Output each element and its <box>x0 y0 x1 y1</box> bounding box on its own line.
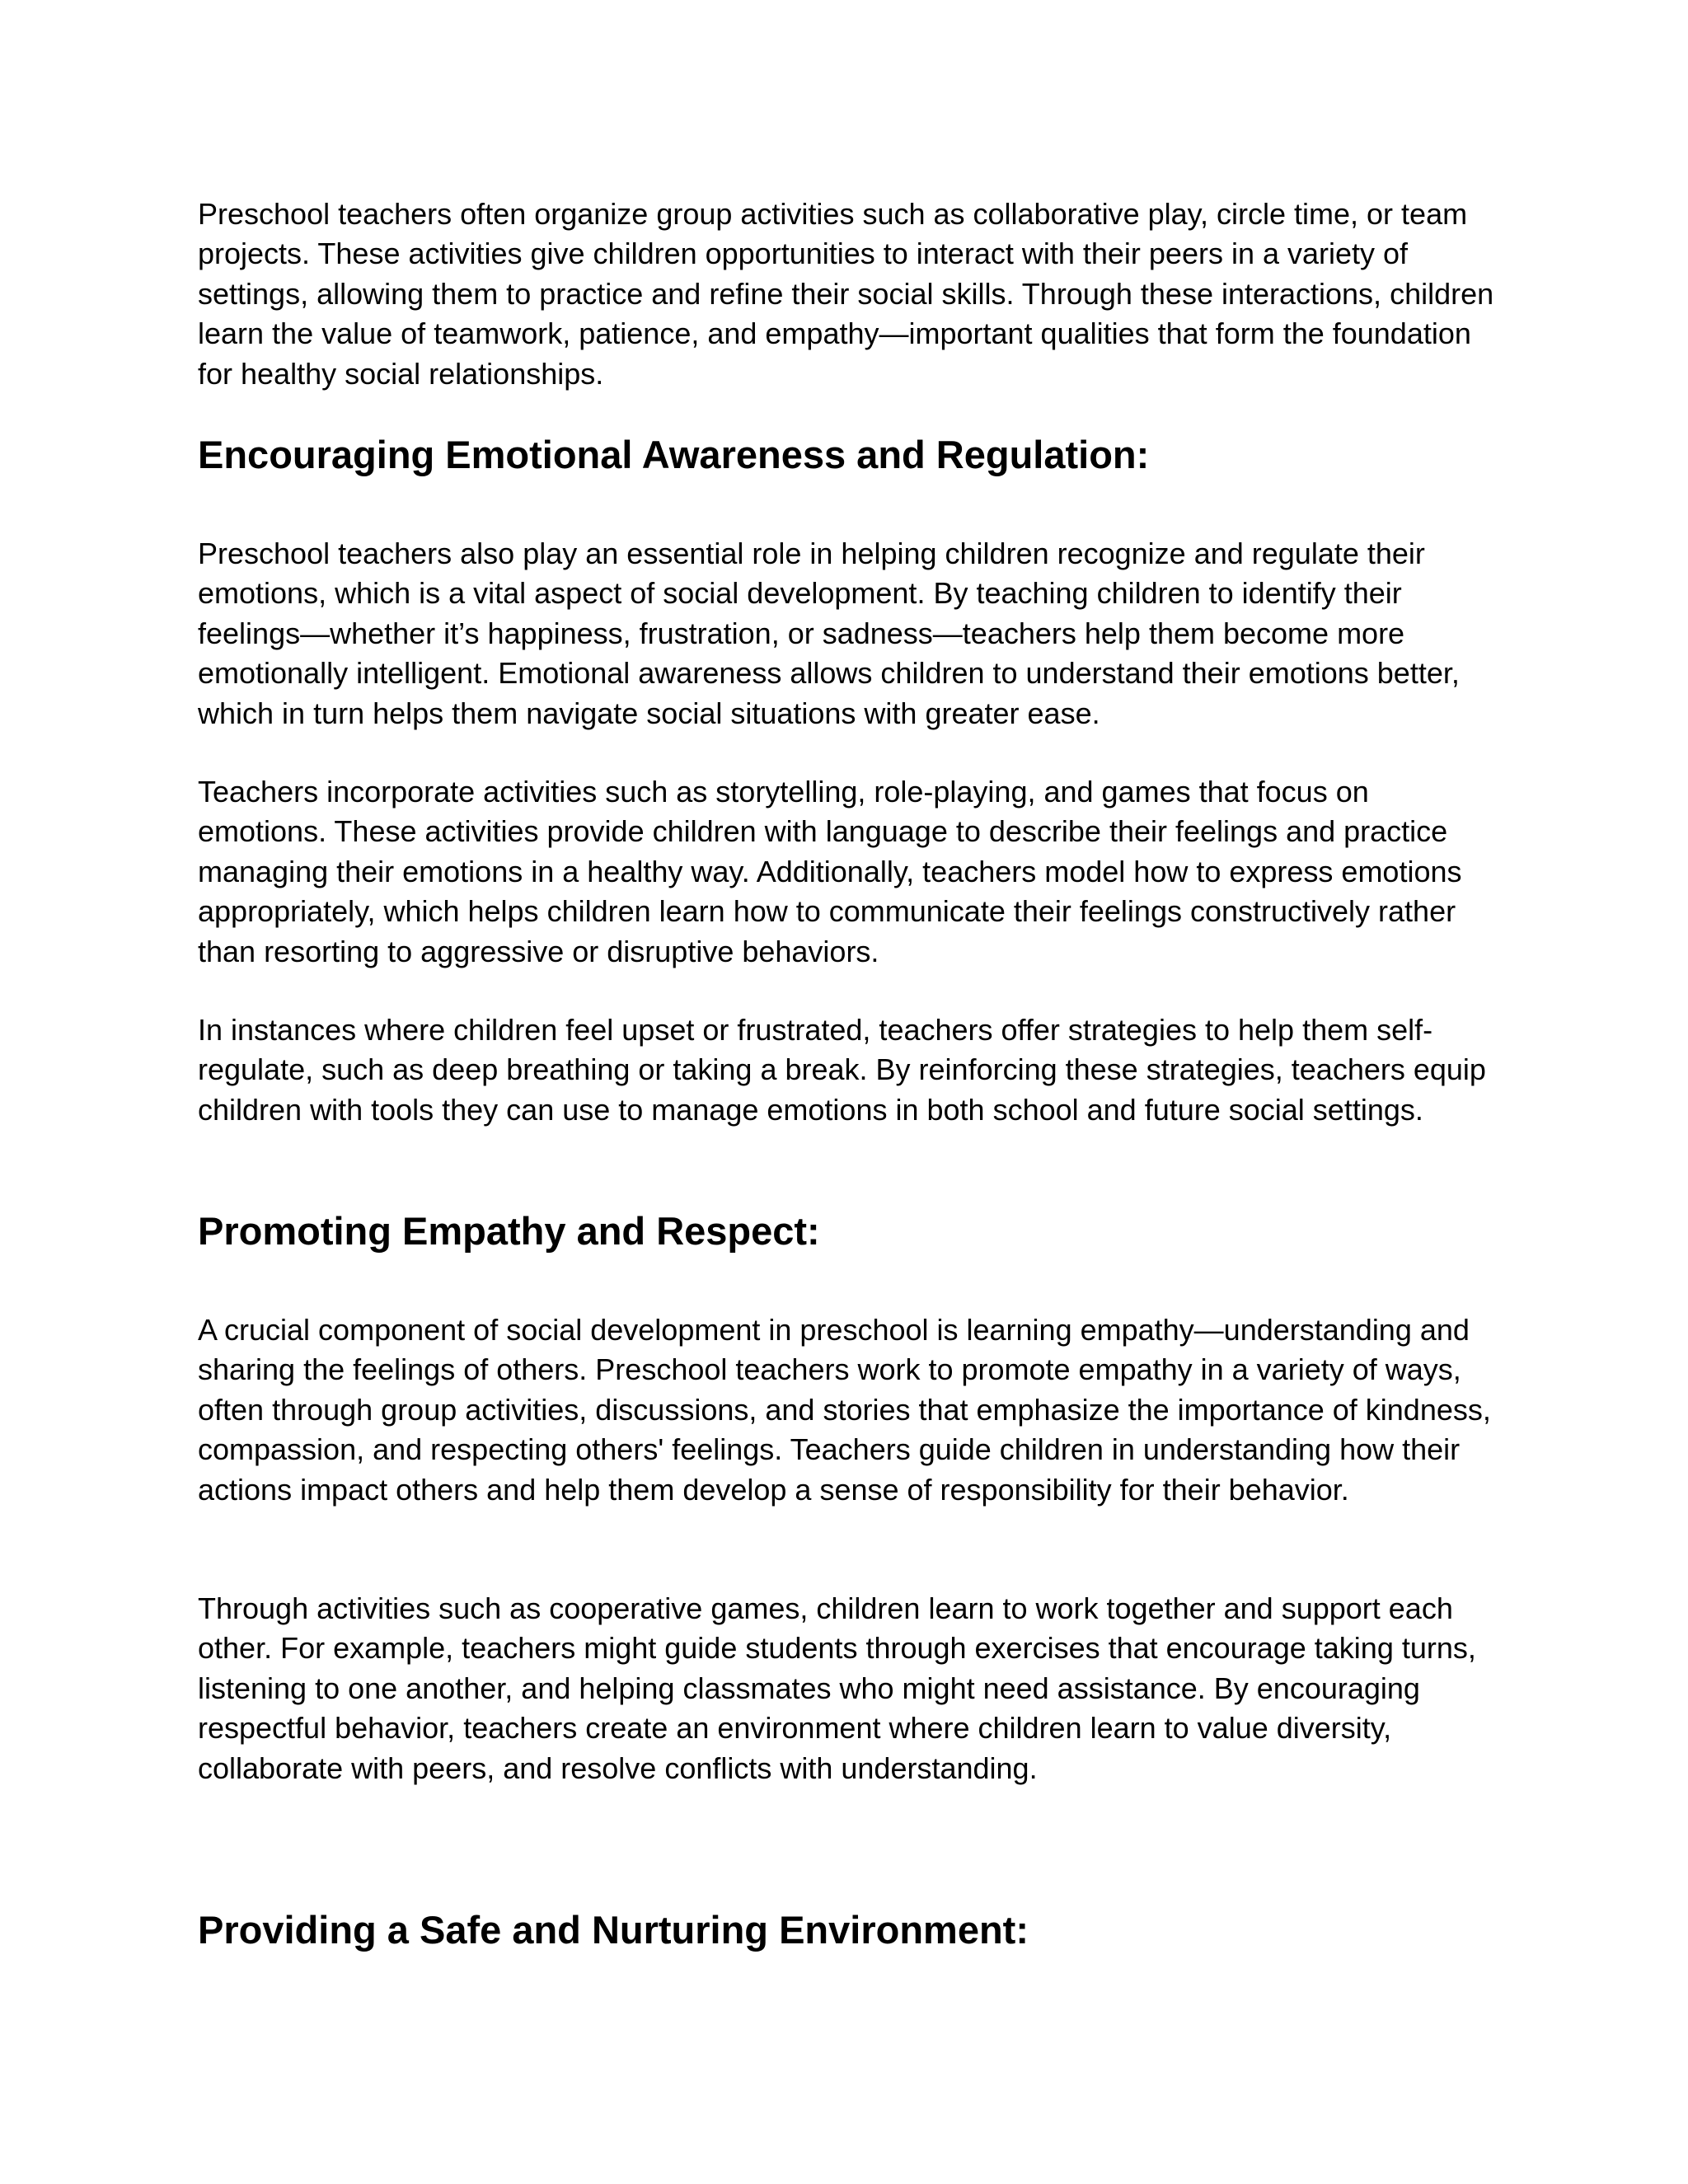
paragraph-self-regulation: In instances where children feel upset or frustrated, teachers offer strategies to help them self-regulate, such as deep breathing or taking a break. By reinforcing these strategies, teachers equip children with tools they can use to manage emotions in both school and future social settings. <box>198 1013 1486 1127</box>
heading-emotional-awareness: Encouraging Emotional Awareness and Regulation: <box>198 433 1150 476</box>
heading-safe-environment: Providing a Safe and Nurturing Environment: <box>198 1908 1029 1952</box>
paragraph-emotion-activities: Teachers incorporate activities such as storytelling, role-playing, and games that focus on emotions. These activities provide children with language to describe their feelings and practice managing their emotions in a healthy way. Additionally, teachers model how to express emotions appropriately, which helps children learn how to communicate their feelings constructively rather than resorting to aggressive or disruptive behaviors. <box>198 775 1462 968</box>
paragraph-recognize-emotions: Preschool teachers also play an essential role in helping children recognize and regulate their emotions, which is a vital aspect of social development. By teaching children to identify their feelings—whether it’s happiness, frustration, or sadness—teachers help them become more emotionally intelligent. Emotional awareness allows children to understand their emotions better, which in turn helps them navigate social situations with greater ease. <box>198 537 1460 730</box>
paragraph-group-activities: Preschool teachers often organize group activities such as collaborative play, circle time, or team projects. These activities give children opportunities to interact with their peers in a variety of settings, allowing them to practice and refine their social skills. Through these interactions, children learn the value of teamwork, patience, and empathy—important qualities that form the foundation for healthy social relationships. <box>198 197 1494 391</box>
paragraph-learning-empathy: A crucial component of social development in preschool is learning empathy—understanding and sharing the feelings of others. Preschool teachers work to promote empathy in a variety of ways, often through group activities, discussions, and stories that emphasize the importance of kindness, compassion, and respecting others' feelings. Teachers guide children in understanding how their actions impact others and help them develop a sense of responsibility for their behavior. <box>198 1313 1491 1507</box>
paragraph-cooperative-games: Through activities such as cooperative games, children learn to work together and support each other. For example, teachers might guide students through exercises that encourage taking turns, listening to one another, and helping classmates who might need assistance. By encouraging respectful behavior, teachers create an environment where children learn to value diversity, collaborate with peers, and resolve conflicts with understanding. <box>198 1591 1476 1785</box>
heading-empathy-respect: Promoting Empathy and Respect: <box>198 1209 820 1253</box>
